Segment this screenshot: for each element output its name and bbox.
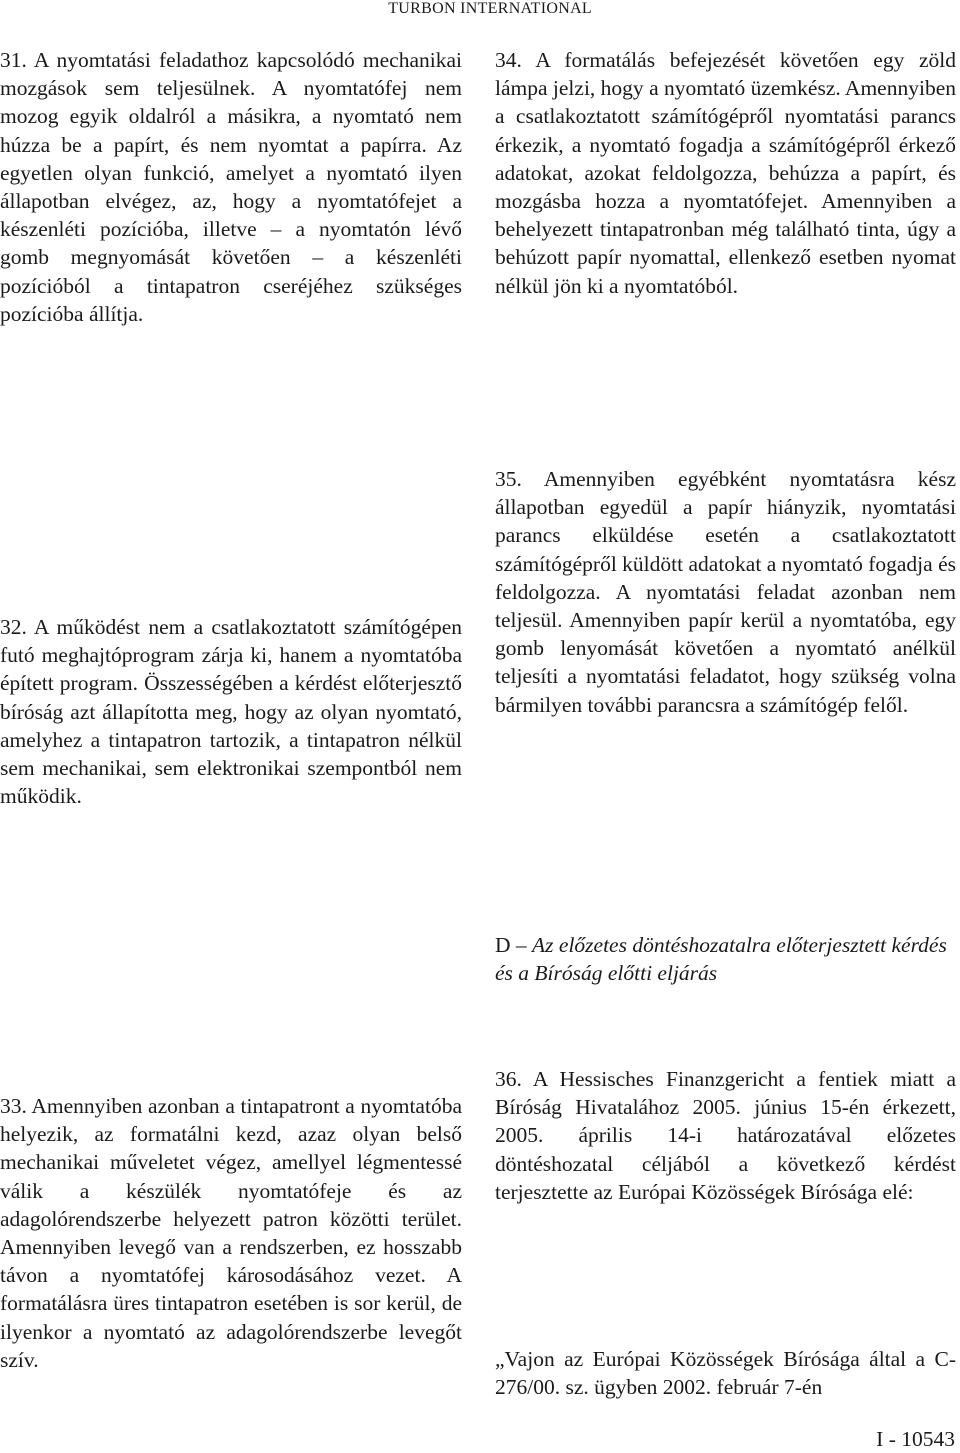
paragraph-33: 33. Amennyiben azonban a tintapatront a nyomtatóba helyezik, az formatálni kezd, azaz olyan belső mechanikai műveletet végez, amellyel légmentessé válik a készülék nyomtatófeje és az adagolórendszerbe helyezett patron közötti terület. Amennyiben levegő van a rendszerben, ez hosszabb távon a nyomtatófej károsodásához vezet. A formatálásra üres tintapatron esetében is sor kerül, de ilyenkor a nyomtató az adagolórendszerbe levegőt szív. [0,1094,462,1372]
quoted-question: „Vajon az Európai Közösségek Bírósága által a C-276/00. sz. ügyben 2002. február 7-én [495,1347,956,1400]
paragraph-32: 32. A működést nem a csatlakoztatott számítógépen futó meghajtóprogram zárja ki, hanem a nyomtatóba épített program. Összességében a kérdést előterjesztő bíróság azt állapította meg, hogy az olyan nyomtató, amelyhez a tintapatron tartozik, a tintapatron nélkül sem mechanikai, sem elektronikai szempontból nem működik. [0,615,462,809]
section-d-heading [495,931,956,987]
running-header: TURBON INTERNATIONAL [388,0,592,17]
paragraph-35: 35. Amennyiben egyébként nyomtatásra kész állapotban egyedül a papír hiányzik, nyomtatási parancs elküldése esetén a csatlakoztatott számítógépről küldött adatokat a nyomtató fogadja és feldolgozza. A nyomtatási feladat azonban nem teljesül. Amennyiben papír kerül a nyomtatóba, egy gomb lenyomását követően a nyomtató anélkül teljesíti a nyomtatási feladatot, hogy szükség volna bármilyen további parancsra a számítógép felől. [495,467,956,717]
paragraph-36: 36. A Hessisches Finanzgericht a fentiek miatt a Bíróság Hivatalához 2005. június 15-én érkezett, 2005. április 14-i határozatával előzetes döntéshozatal céljából a következő kérdést terjesztette az Európai Közösségek Bírósága elé: [495,1067,956,1204]
paragraph-34: 34. A formatálás befejezését követően egy zöld lámpa jelzi, hogy a nyomtató üzemkész. Amennyiben a csatlakoztatott számítógépről nyomtatási parancs érkezik, a nyomtató fogadja a számítógépről érkező adatokat, azokat feldolgozza, behúzza a papírt, és mozgásba hozza a nyomtatófejet. Amennyiben a behelyezett tintapatronban még található tinta, úgy a behúzott papír nyomattal, ellenkező esetben nyomat nélkül jön ki a nyomtatóból. [495,48,956,298]
section-d-prefix: D – [495,933,533,957]
paragraph-31: 31. A nyomtatási feladathoz kapcsolódó mechanikai mozgások sem teljesülnek. A nyomtatófej nem mozog egyik oldalról a másikra, a nyomtató nem húzza be a papírt, és nem nyomtat a papírra. Az egyetlen olyan funkció, amelyet a nyomtató ilyen állapotban elvégez, az, hogy a nyomtatófejet a készenléti pozícióba, illetve – a nyomtatón lévő gomb megnyomását követően – a készenléti pozícióból a tintapatron cseréjéhez szükséges pozícióba állítja. [0,48,462,326]
page-number: I - 10543 [876,1427,955,1451]
section-d-title: Az előzetes döntéshozatalra előterjesztett kérdés és a Bíróság előtti eljárás [495,933,947,986]
